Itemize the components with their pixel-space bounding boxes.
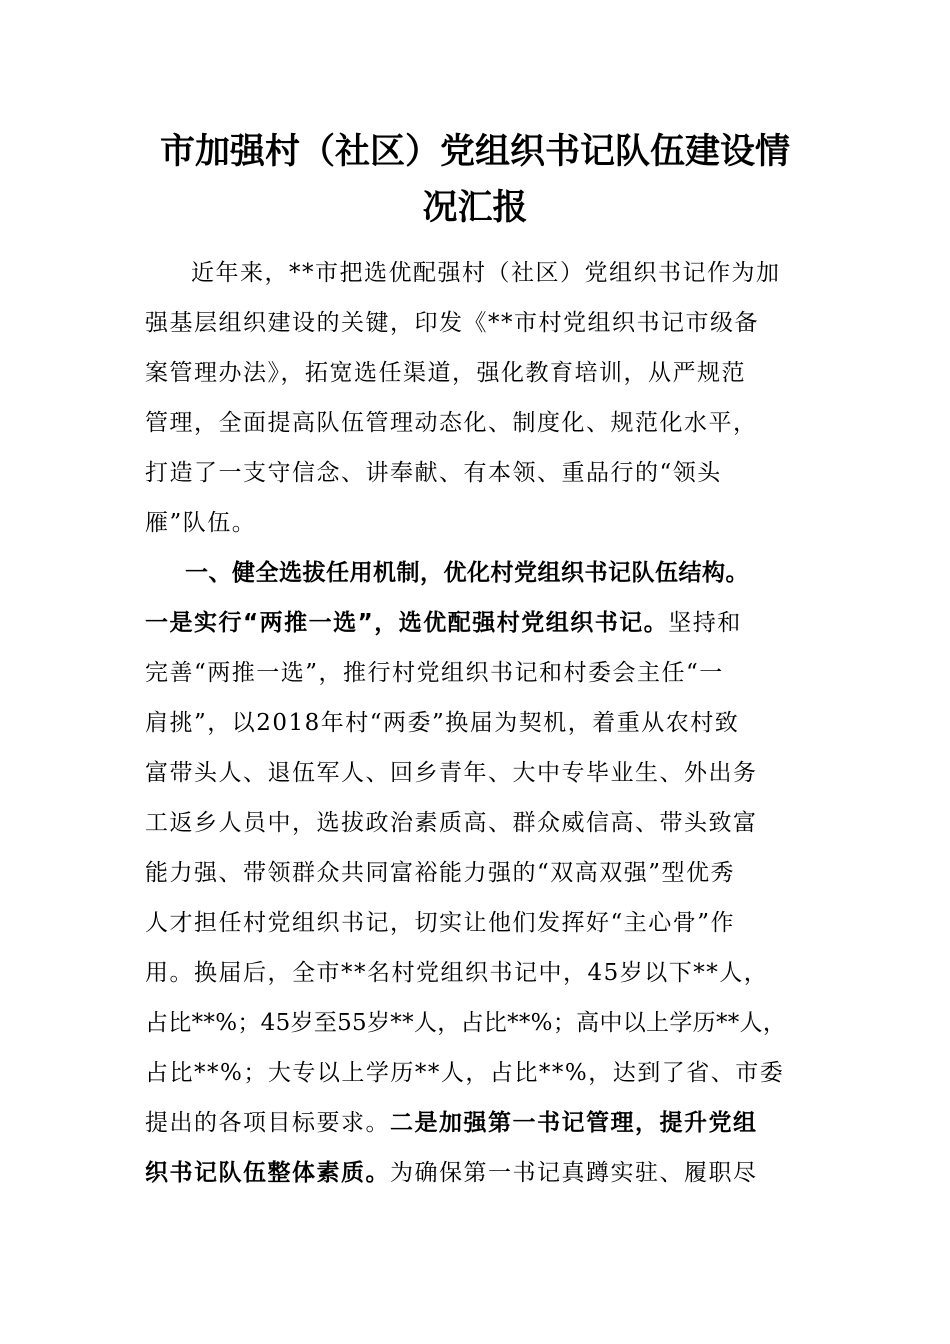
- document-title: [150, 124, 800, 236]
- section-line: 肩挑”，以2018年村“两委”换届为契机，着重从农村致: [145, 710, 740, 736]
- section-line: 工返乡人员中，选拔政治素质高、群众威信高、带头致富: [145, 810, 758, 836]
- title-line-1: 市加强村（社区）党组织书记队伍建设情: [159, 132, 790, 172]
- section-line: 完善“两推一选”，推行村党组织书记和村委会主任“一: [145, 660, 724, 686]
- section-line: 占比**%；大专以上学历**人，占比**%，达到了省、市委: [145, 1060, 785, 1086]
- intro-line: 案管理办法》，拓宽选任渠道，强化教育培训，从严规范: [145, 360, 746, 386]
- section-text: 坚持和: [668, 610, 742, 636]
- section-line: 能力强、带领群众共同富裕能力强的“双高双强”型优秀: [145, 860, 736, 886]
- subpoint-heading: 二是加强第一书记管理，提升党组: [390, 1110, 758, 1136]
- section-line: 人才担任村党组织书记，切实让他们发挥好“主心骨”作: [145, 910, 736, 936]
- subpoint-heading: 织书记队伍整体素质。: [145, 1160, 390, 1186]
- section-line: [145, 1108, 815, 1138]
- title-line-2: 况汇报: [422, 188, 528, 228]
- subpoint-heading: 一是实行“两推一选”，选优配强村党组织书记。: [145, 610, 669, 636]
- intro-line: 打造了一支守信念、讲奉献、有本领、重品行的“领头: [145, 460, 722, 486]
- section-line: [145, 608, 815, 638]
- section-line: 富带头人、退伍军人、回乡青年、大中专毕业生、外出务: [145, 760, 758, 786]
- section-text: 为确保第一书记真蹲实驻、履职尽: [390, 1160, 758, 1186]
- intro-line: 管理，全面提高队伍管理动态化、制度化、规范化水平，: [145, 410, 758, 436]
- section-line: 占比**%；45岁至55岁**人，占比**%；高中以上学历**人，: [145, 1010, 787, 1036]
- intro-line: 雁”队伍。: [145, 510, 257, 536]
- section-text: 提出的各项目标要求。: [145, 1110, 390, 1136]
- section-heading: 一、健全选拔任用机制，优化村党组织书记队伍结构。: [185, 560, 749, 586]
- intro-line: 强基层组织建设的关键，印发《**市村党组织书记市级备: [145, 310, 759, 336]
- intro-line: 近年来，**市把选优配强村（社区）党组织书记作为加: [191, 260, 781, 286]
- section-line: 用。换届后，全市**名村党组织书记中，45岁以下**人，: [145, 960, 769, 986]
- section-line: [145, 1158, 815, 1188]
